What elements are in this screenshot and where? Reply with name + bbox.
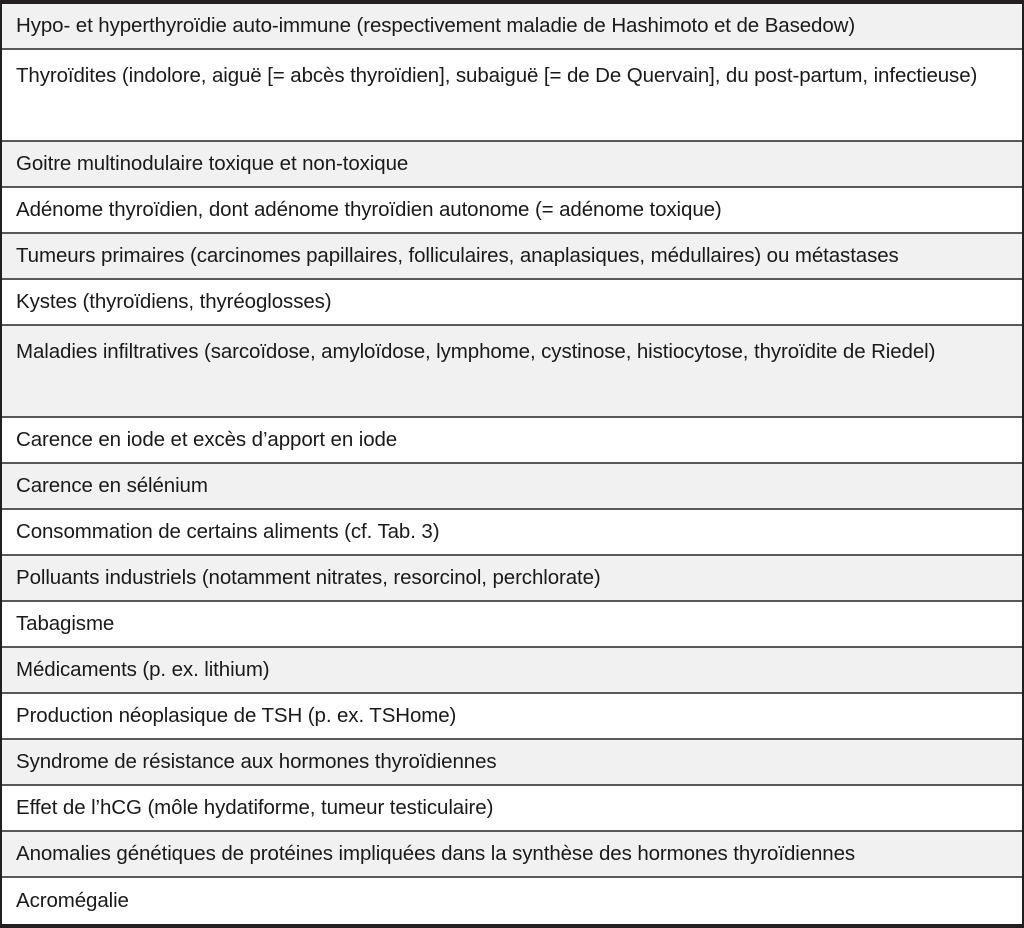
table-cell-text: Kystes (thyroïdiens, thyréoglosses) xyxy=(16,290,332,314)
table-row xyxy=(2,326,1022,418)
table-row xyxy=(2,4,1022,50)
table-cell-text: Polluants industriels (notamment nitrates, resorcinol, perchlorate) xyxy=(16,566,601,590)
table-cell-text: Thyroïdites (indolore, aiguë [= abcès thyroïdien], subaiguë [= de De Quervain], du post-partum, infectieuse) xyxy=(16,64,978,87)
table-row xyxy=(2,878,1022,924)
table-row xyxy=(2,786,1022,832)
table-row xyxy=(2,418,1022,464)
table-row xyxy=(2,740,1022,786)
table-cell-text: Acromégalie xyxy=(16,889,129,913)
table-row xyxy=(2,464,1022,510)
table-cell-text: Tumeurs primaires (carcinomes papillaires, folliculaires, anaplasiques, médullaires) ou métastases xyxy=(16,244,899,268)
table-cell-text: Adénome thyroïdien, dont adénome thyroïdien autonome (= adénome toxique) xyxy=(16,198,722,222)
table-row xyxy=(2,142,1022,188)
table-row xyxy=(2,694,1022,740)
table-row xyxy=(2,510,1022,556)
table-row xyxy=(2,280,1022,326)
table-cell-text: Carence en sélénium xyxy=(16,474,208,498)
table-cell-text: Effet de l’hCG (môle hydatiforme, tumeur testiculaire) xyxy=(16,796,494,820)
table-row xyxy=(2,832,1022,878)
table-cell-text: Tabagisme xyxy=(16,612,115,636)
table-row xyxy=(2,50,1022,142)
table-cell-text: Syndrome de résistance aux hormones thyroïdiennes xyxy=(16,750,497,774)
table-cell-text: Consommation de certains aliments (cf. Tab. 3) xyxy=(16,520,440,544)
table-cell-text: Anomalies génétiques de protéines impliquées dans la synthèse des hormones thyroïdiennes xyxy=(16,842,856,866)
table-cell-text: Carence en iode et excès d’apport en iode xyxy=(16,428,398,452)
table-cell-text: Goitre multinodulaire toxique et non-toxique xyxy=(16,152,409,176)
table-cell-text: Hypo- et hyperthyroïdie auto-immune (respectivement maladie de Hashimoto et de Basedow) xyxy=(16,14,856,38)
table-cell-text: Médicaments (p. ex. lithium) xyxy=(16,658,270,682)
table-row xyxy=(2,556,1022,602)
table-row xyxy=(2,602,1022,648)
table-row xyxy=(2,648,1022,694)
table-cell-text: Production néoplasique de TSH (p. ex. TSHome) xyxy=(16,704,457,728)
table-row xyxy=(2,188,1022,234)
table-row xyxy=(2,234,1022,280)
table-cell-text: Maladies infiltratives (sarcoïdose, amyloïdose, lymphome, cystinose, histiocytose, thyroïdite de Riedel) xyxy=(16,340,936,363)
